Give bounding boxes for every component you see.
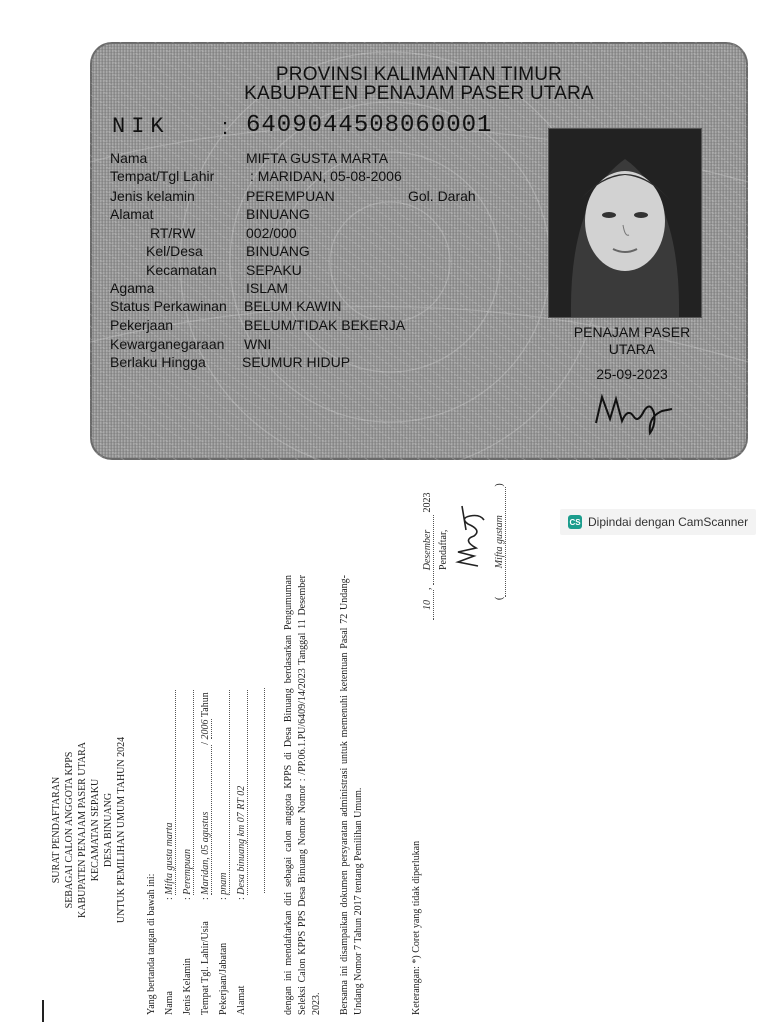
- camscanner-text: Dipindai dengan CamScanner: [588, 515, 749, 529]
- form-row-value: Perempuan: [182, 690, 194, 895]
- form-row-label: Tempat Tgl. Lahir/Usia: [200, 921, 211, 1015]
- form-note: Keterangan: *) Coret yang tidak diperlukan: [411, 840, 422, 1015]
- portrait-image: [549, 129, 701, 317]
- form-row-value: Maridan, 05 agustus: [200, 745, 212, 895]
- form-title-line: SEBAGAI CALON ANGGOTA KPPS: [64, 751, 75, 909]
- field-value: PEREMPUAN: [246, 188, 335, 204]
- field-value: BINUANG: [246, 243, 310, 259]
- field-label: Kewarganegaraan: [110, 336, 225, 352]
- holder-signature: [590, 387, 680, 439]
- regency-title: KABUPATEN PENAJAM PASER UTARA: [244, 83, 594, 104]
- field-label: Tempat/Tgl Lahir: [110, 168, 215, 184]
- field-label: Jenis kelamin: [110, 188, 195, 204]
- form-date-month: Desember: [422, 515, 434, 585]
- field-value: WNI: [244, 336, 272, 352]
- form-title-line: DESA BINUANG: [103, 792, 114, 868]
- form-row-value: pnam: [218, 690, 230, 895]
- nik-colon: :: [222, 114, 229, 139]
- field-label: RT/RW: [150, 225, 196, 241]
- form-row-alamat: Alamat: Desa binuang km 07 RT 02: [236, 690, 248, 1015]
- form-row-label: Pekerjaan/Jabatan: [218, 942, 229, 1015]
- form-title-line: SURAT PENDAFTARAN: [51, 776, 62, 884]
- field-label: Kecamatan: [146, 262, 217, 278]
- id-photo: [548, 128, 702, 318]
- gol-darah-label: Gol. Darah: [408, 188, 476, 204]
- field-value: MIFTA GUSTA MARTA: [246, 150, 389, 166]
- form-row-pekerjaan: Pekerjaan/Jabatan: pnam: [218, 690, 230, 1015]
- issue-place-line1: PENAJAM PASER: [573, 324, 691, 340]
- form-row-alamat-continued: [254, 688, 268, 893]
- field-label: Alamat: [110, 206, 154, 222]
- form-title: [50, 645, 128, 1015]
- registration-form: [36, 565, 566, 1015]
- form-row-label: Jenis Kelamin: [182, 958, 193, 1015]
- field-value: : MARIDAN, 05-08-2006: [250, 168, 402, 184]
- form-pendaftar-label: Pendaftar,: [438, 529, 449, 570]
- field-value: SEUMUR HIDUP: [242, 354, 351, 370]
- field-label: Agama: [110, 280, 155, 296]
- form-title-line: UNTUK PEMILIHAN UMUM TAHUN 2024: [116, 736, 127, 924]
- form-row-jenis-kelamin: Jenis Kelamin: Perempuan: [182, 690, 194, 1015]
- form-row-nama: Nama: Mifta gusta marta: [164, 690, 176, 1015]
- form-paragraph-2: Bersama ini disampaikan dokumen persyaratan administrasi untuk memenuhi ketentuan Pasal 72 Undang-Undang Nomor 7 Tahun 2017 tentang Pemilihan Umum.: [339, 575, 364, 1015]
- form-signature-block: [410, 370, 570, 620]
- issue-place-line2: UTARA: [608, 341, 656, 357]
- applicant-signature: [452, 500, 486, 570]
- form-row-label: Alamat: [236, 985, 247, 1015]
- field-value: ISLAM: [246, 280, 289, 296]
- field-label: Berlaku Hingga: [110, 354, 206, 370]
- field-label: Nama: [110, 150, 148, 166]
- camscanner-logo-icon: CS: [568, 515, 582, 529]
- form-title-line: KABUPATEN PENAJAM PASER UTARA: [77, 742, 88, 918]
- field-value: SEPAKU: [246, 262, 302, 278]
- form-blank-line: [254, 688, 265, 893]
- form-signer-line: (Mifta gustam): [494, 483, 505, 600]
- field-value: BELUM/TIDAK BEKERJA: [244, 317, 406, 333]
- scan-edge-mark: [42, 1000, 44, 1022]
- field-label: Pekerjaan: [110, 317, 174, 333]
- form-title-line: KECAMATAN SEPAKU: [90, 778, 101, 882]
- form-date-year: 2023: [422, 492, 433, 513]
- form-year-hand: 2006: [200, 719, 211, 740]
- field-label: Kel/Desa: [146, 243, 203, 259]
- issue-date: 25-09-2023: [596, 366, 668, 382]
- form-tahun-label: Tahun: [200, 692, 211, 718]
- form-date-day: 10: [422, 590, 434, 620]
- province-title: PROVINSI KALIMANTAN TIMUR: [275, 64, 563, 85]
- form-paragraph-1: dengan ini mendaftarkan diri sebagai calon anggota KPPS di Desa Binuang berdasarkan Pengumuman Seleksi Calon KPPS PPS Desa Binuang Nomor Nomor : /PP.06.1.PU/6409/14/2023 Tanggal 11 Desember 2023.: [283, 575, 322, 1015]
- field-value: 002/000: [246, 225, 297, 241]
- form-row-label: Nama: [164, 991, 175, 1015]
- form-intro: Yang bertanda tangan di bawah ini:: [146, 873, 157, 1015]
- nik-value: 6409044508060001: [246, 112, 493, 139]
- nik-label: NIK: [112, 114, 170, 139]
- camscanner-badge: [560, 509, 756, 535]
- form-row-value: Mifta gusta marta: [164, 690, 176, 895]
- field-value: BELUM KAWIN: [244, 298, 342, 314]
- form-row-value: Desa binuang km 07 RT 02: [236, 690, 248, 895]
- field-label: Status Perkawinan: [110, 298, 227, 314]
- form-signer-name: Mifta gustam: [494, 487, 506, 597]
- field-value: BINUANG: [246, 206, 310, 222]
- issue-place: [556, 324, 708, 358]
- form-row-tempat-lahir: Tempat Tgl. Lahir/Usia: Maridan, 05 agustus/ 2006 Tahun: [200, 692, 211, 1015]
- form-date-line: 10, Desember 2023: [422, 493, 434, 621]
